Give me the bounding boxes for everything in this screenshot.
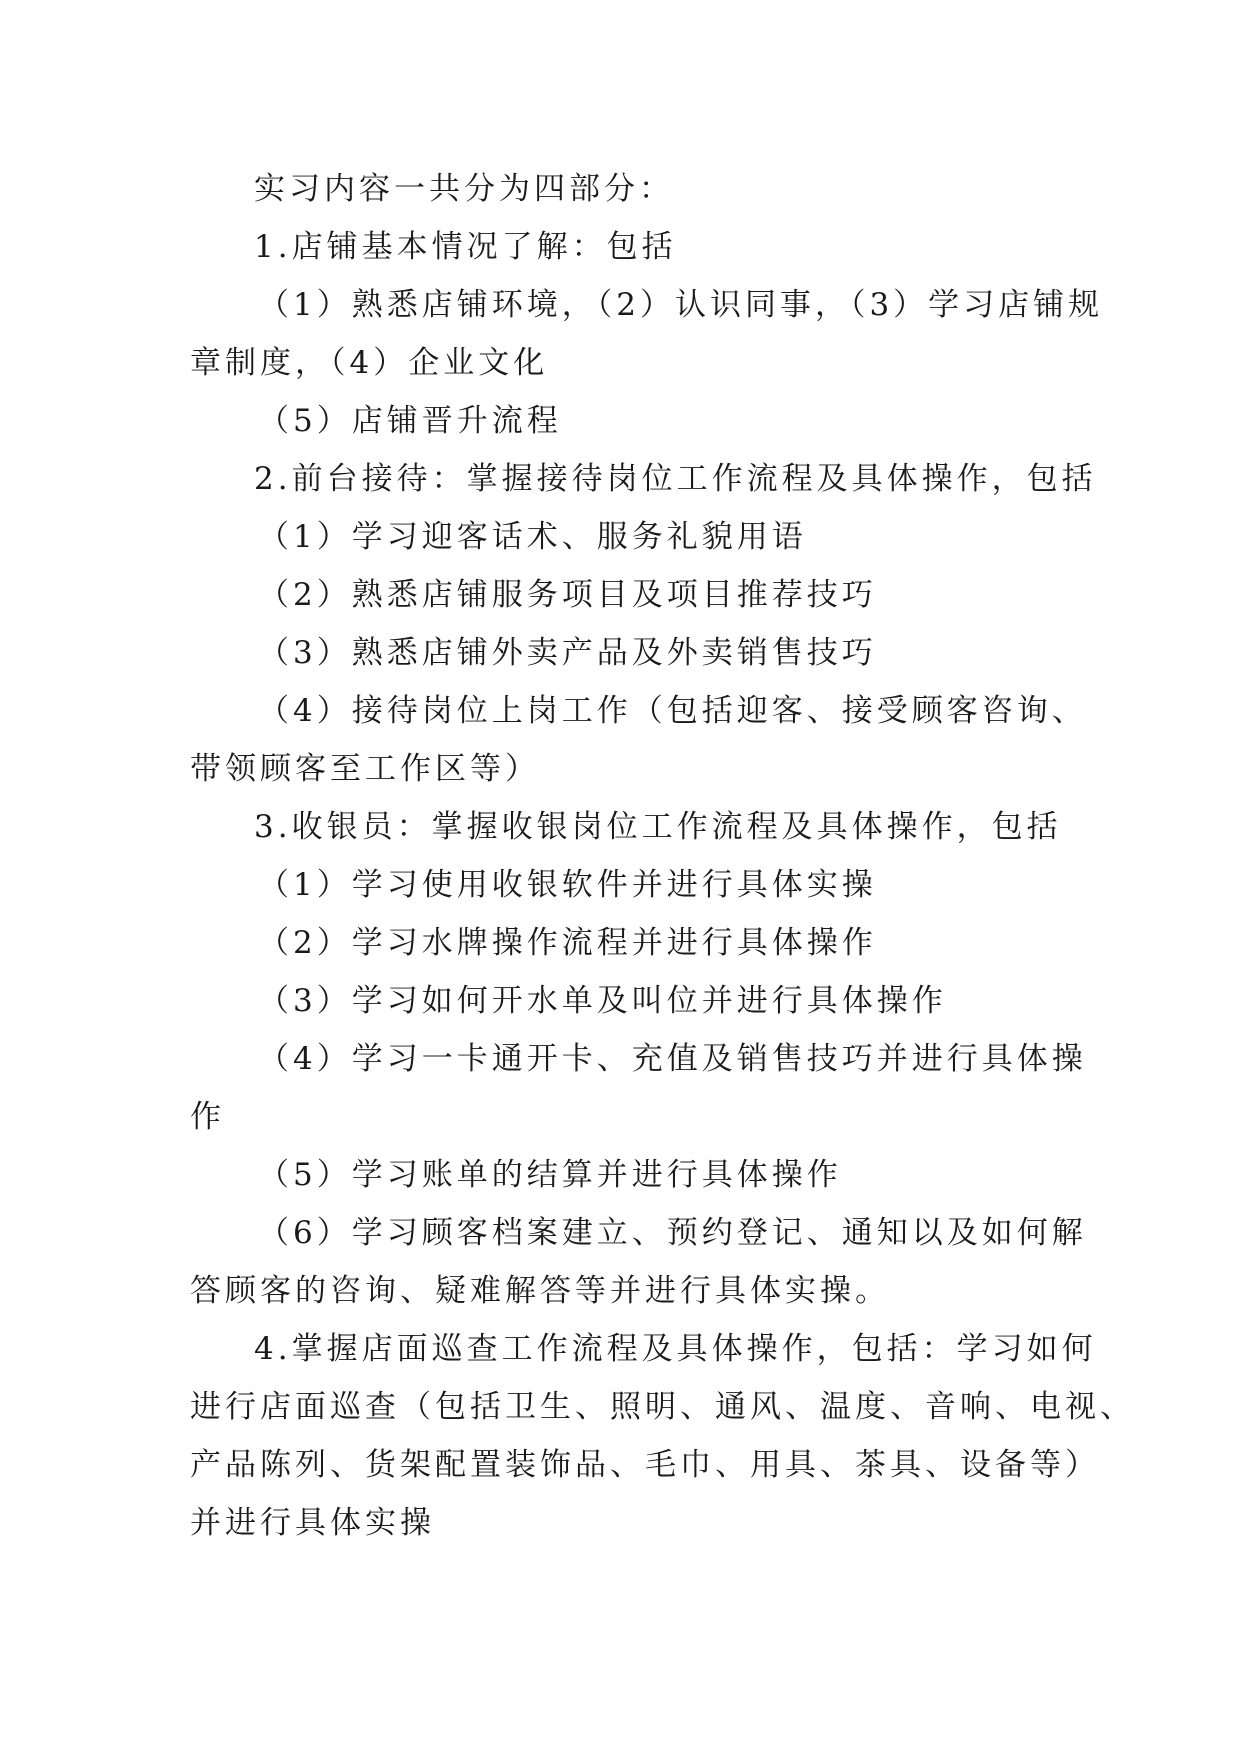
section-3-item-1: （1）学习使用收银软件并进行具体实操 [258,867,877,903]
section-1-item-line-cont: 章制度，（4）企业文化 [190,345,549,381]
section-4-cont-2: 产品陈列、货架配置装饰品、毛巾、用具、茶具、设备等） [190,1447,1100,1483]
section-2-item-4-cont: 带领顾客至工作区等） [190,751,540,787]
section-3-item-6: （6）学习顾客档案建立、预约登记、通知以及如何解 [258,1215,1087,1251]
section-2-item-2: （2）熟悉店铺服务项目及项目推荐技巧 [258,577,877,613]
section-2-item-1: （1）学习迎客话术、服务礼貌用语 [258,519,807,555]
section-2-item-4: （4）接待岗位上岗工作（包括迎客、接受顾客咨询、 [258,693,1087,729]
section-3-item-4: （4）学习一卡通开卡、充值及销售技巧并进行具体操 [258,1041,1087,1077]
section-2-heading: 2.前台接待：掌握接待岗位工作流程及具体操作，包括 [254,461,1097,497]
section-3-item-6-cont: 答顾客的咨询、疑难解答等并进行具体实操。 [190,1273,890,1309]
section-1-item-5: （5）店铺晋升流程 [258,403,562,439]
section-3-item-3: （3）学习如何开水单及叫位并进行具体操作 [258,983,947,1019]
paragraph-intro: 实习内容一共分为四部分： [254,171,674,207]
section-3-item-4-cont: 作 [190,1099,225,1135]
section-4-cont-1: 进行店面巡查（包括卫生、照明、通风、温度、音响、电视、 [190,1389,1135,1425]
section-3-item-2: （2）学习水牌操作流程并进行具体操作 [258,925,877,961]
document-body [190,160,1135,1552]
section-4-heading: 4.掌握店面巡查工作流程及具体操作，包括：学习如何 [254,1331,1097,1367]
section-1-item-line: （1）熟悉店铺环境，（2）认识同事，（3）学习店铺规 [258,287,1104,323]
section-2-item-3: （3）熟悉店铺外卖产品及外卖销售技巧 [258,635,877,671]
section-3-heading: 3.收银员：掌握收银岗位工作流程及具体操作，包括 [254,809,1062,845]
section-3-item-5: （5）学习账单的结算并进行具体操作 [258,1157,842,1193]
section-1-heading: 1.店铺基本情况了解：包括 [254,229,677,265]
section-4-cont-3: 并进行具体实操 [190,1505,435,1541]
